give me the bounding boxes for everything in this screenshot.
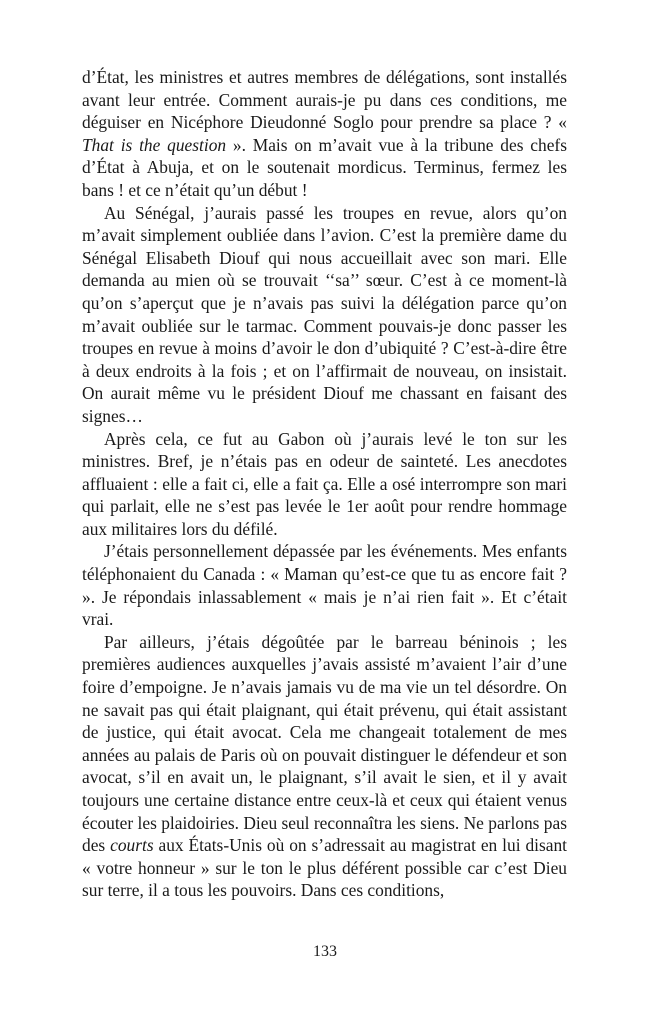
paragraph	[82, 66, 567, 202]
paragraph	[82, 540, 567, 630]
italic-text: courts	[110, 835, 154, 856]
paragraph-text: ». Mais on m’avait vue à la tribune des chefs d’État à Abuja, et on le soutenait mordicus. Terminus, fermez les bans ! et ce n’était qu’un début !	[82, 134, 567, 200]
paragraph	[82, 631, 567, 902]
paragraph-text: Après cela, ce fut au Gabon où j’aurais levé le ton sur les ministres. Bref, je n’étais pas en odeur de sainteté. Les anecdotes affluaient : elle a fait ci, elle a fait ça. Elle a osé interrompre son mari qui parlait, elle ne s’est pas levée le 1er août pour rendre hommage aux militaires lors du défilé.	[82, 428, 567, 539]
paragraph-text: Par ailleurs, j’étais dégoûtée par le barreau béninois ; les premières audiences auxquelles j’avais assisté m’avaient l’air d’une foire d’empoigne. Je n’avais jamais vu de ma vie un tel désordre. On ne savait pas qui était plaignant, qui était prévenu, qui était assistant de justice, qui était avocat. Cela me changeait totalement de mes années au palais de Paris où on pouvait distinguer le défendeur et son avocat, s’il en avait un, le plaignant, s’il avait le sien, et il y avait toujours une certaine distance entre ceux-là et ceux qui étaient venus écouter les plaidoiries. Dieu seul reconnaîtra les siens. Ne parlons pas des	[82, 631, 567, 856]
italic-text: That is the question	[82, 134, 227, 155]
body-text	[82, 66, 567, 902]
paragraph	[82, 428, 567, 541]
page-number: 133	[313, 943, 337, 960]
paragraph-text: aux États-Unis où on s’adressait au magistrat en lui disant « votre honneur » sur le ton le plus déférent possible car c’est Dieu sur terre, il a tous les pouvoirs. Dans ces conditions,	[82, 835, 567, 901]
paragraph-text: Au Sénégal, j’aurais passé les troupes en revue, alors qu’on m’avait simplement oubliée dans l’avion. C’est la première dame du Sénégal Elisabeth Diouf qui nous accueillait avec son mari. Elle demanda au mien où se trouvait ‘‘sa’’ sœur. C’est à ce moment-là qu’on s’aperçut que je n’avais pas suivi la délégation parce qu’on m’avait oubliée sur le tarmac. Comment pouvais-je donc passer les troupes en revue à moins d’avoir le don d’ubiquité ? C’est-à-dire être à deux endroits à la fois ; et on l’affirmait de nouveau, on insistait. On aurait même vu le président Diouf me chassant en faisant des signes…	[82, 202, 567, 426]
paragraph-text: J’étais personnellement dépassée par les événements. Mes enfants téléphonaient du Canada : « Maman qu’est-ce que tu as encore fait ? ». Je répondais inlassablement « mais je n’ai rien fait ». Et c’était vrai.	[82, 541, 567, 630]
paragraph	[82, 202, 567, 428]
paragraph-text: d’État, les ministres et autres membres de délégations, sont installés avant leur entrée. Comment aurais-je pu dans ces conditions, me déguiser en Nicéphore Dieudonné Soglo pour prendre sa place ? «	[82, 67, 567, 133]
